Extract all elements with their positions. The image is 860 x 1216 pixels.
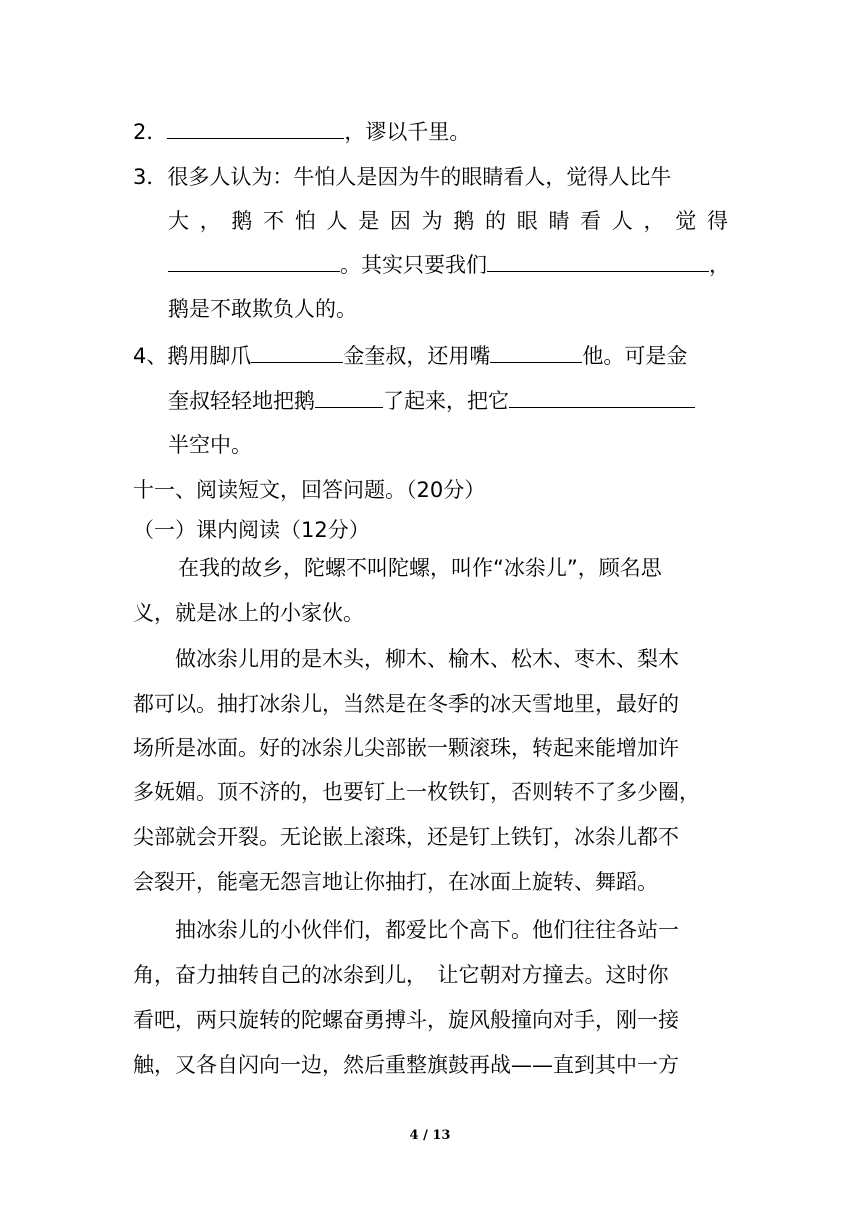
question-text: 很多人认为：牛怕人是因为牛的眼睛看人，觉得人比牛: [167, 165, 672, 189]
blank: [487, 251, 709, 272]
page-number: 4 / 13: [409, 1128, 451, 1143]
question-text: 鹅是不敢欺负人的。: [168, 297, 357, 321]
passage-p3-line-1: 抽冰尜儿的小伙伴们，都爱比个高下。他们往往各站一: [175, 918, 679, 942]
question-3-line-2: [168, 205, 728, 235]
blank: [490, 342, 582, 363]
blank: [509, 387, 695, 408]
question-number: 2．: [133, 120, 168, 144]
passage-p1-line-1: 在我的故乡，陀螺不叫陀螺，叫作“冰尜儿”，顾名思: [178, 556, 662, 580]
question-text: ，: [709, 253, 730, 277]
question-2: [133, 116, 470, 146]
question-3-line-3: [168, 249, 730, 279]
question-char: 为: [421, 209, 443, 233]
question-char: 鹅: [231, 209, 253, 233]
question-4-line-3: [168, 429, 252, 459]
passage-p2-line-2: 都可以。抽打冰尜儿，当然是在冬季的冰天雪地里，最好的: [133, 692, 679, 716]
question-char: 是: [358, 209, 380, 233]
question-number: 4、: [133, 344, 168, 368]
question-3-line-1: [133, 161, 671, 191]
question-char: 得: [706, 209, 728, 233]
question-char: 的: [485, 209, 507, 233]
blank: [168, 251, 340, 272]
passage-p2-line-4: 多妩媚。顶不济的，也要钉上一枚铁钉，否则转不了多少圈，: [133, 780, 700, 804]
question-char: 睛: [548, 209, 570, 233]
question-char: 看: [580, 209, 602, 233]
section-title: 十一、阅读短文，回答问题。（20分）: [133, 478, 486, 502]
question-char: 鹅: [453, 209, 475, 233]
question-4-line-2: [168, 385, 695, 415]
question-text: 金奎叔，还用嘴: [343, 344, 491, 368]
passage-p2-line-3: 场所是冰面。好的冰尜儿尖部嵌一颗滚珠，转起来能增加许: [133, 736, 679, 760]
passage-p3-line-3: 看吧，两只旋转的陀螺奋勇搏斗，旋风般撞向对手，刚一接: [133, 1008, 679, 1032]
question-char: 人: [326, 209, 348, 233]
blank: [167, 118, 344, 139]
question-char: ，: [199, 209, 221, 233]
question-3-line-4: [168, 293, 357, 323]
question-char: ，: [643, 209, 665, 233]
section-subtitle: （一）课内阅读（12分）: [133, 518, 370, 542]
question-char: 怕: [294, 209, 316, 233]
passage-p1-line-2: 义，就是冰上的小家伙。: [133, 601, 364, 625]
question-number: 3．: [133, 165, 168, 189]
passage-p2-line-1: 做冰尜儿用的是木头，柳木、榆木、松木、枣木、梨木: [175, 647, 679, 671]
question-char: 眼: [516, 209, 538, 233]
blank: [251, 342, 343, 363]
question-text: 半空中。: [168, 433, 252, 457]
question-char: 觉: [675, 209, 697, 233]
question-char: 因: [389, 209, 411, 233]
question-4-line-1: [133, 340, 687, 370]
question-char: 不: [263, 209, 285, 233]
blank: [315, 387, 383, 408]
passage-p3-line-4: 触，又各自闪向一边，然后重整旗鼓再战——直到其中一方: [133, 1053, 679, 1077]
question-text: 奎叔轻轻地把鹅: [168, 389, 315, 413]
question-text: 了起来，把它: [383, 389, 509, 413]
question-text: 鹅用脚爪: [167, 344, 252, 368]
passage-p2-line-5: 尖部就会开裂。无论嵌上滚珠，还是钉上铁钉，冰尜儿都不: [133, 825, 679, 849]
passage-p3-line-2: 角，奋力抽转自己的冰尜到儿， 让它朝对方撞去。这时你: [133, 963, 669, 987]
question-char: 人: [611, 209, 633, 233]
question-text: ，谬以千里。: [344, 120, 471, 144]
passage-p2-line-6: 会裂开，能毫无怨言地让你抽打，在冰面上旋转、舞蹈。: [133, 870, 658, 894]
question-text: 他。可是金: [582, 344, 688, 368]
question-char: 大: [168, 209, 189, 233]
question-text: 。其实只要我们: [340, 253, 487, 277]
